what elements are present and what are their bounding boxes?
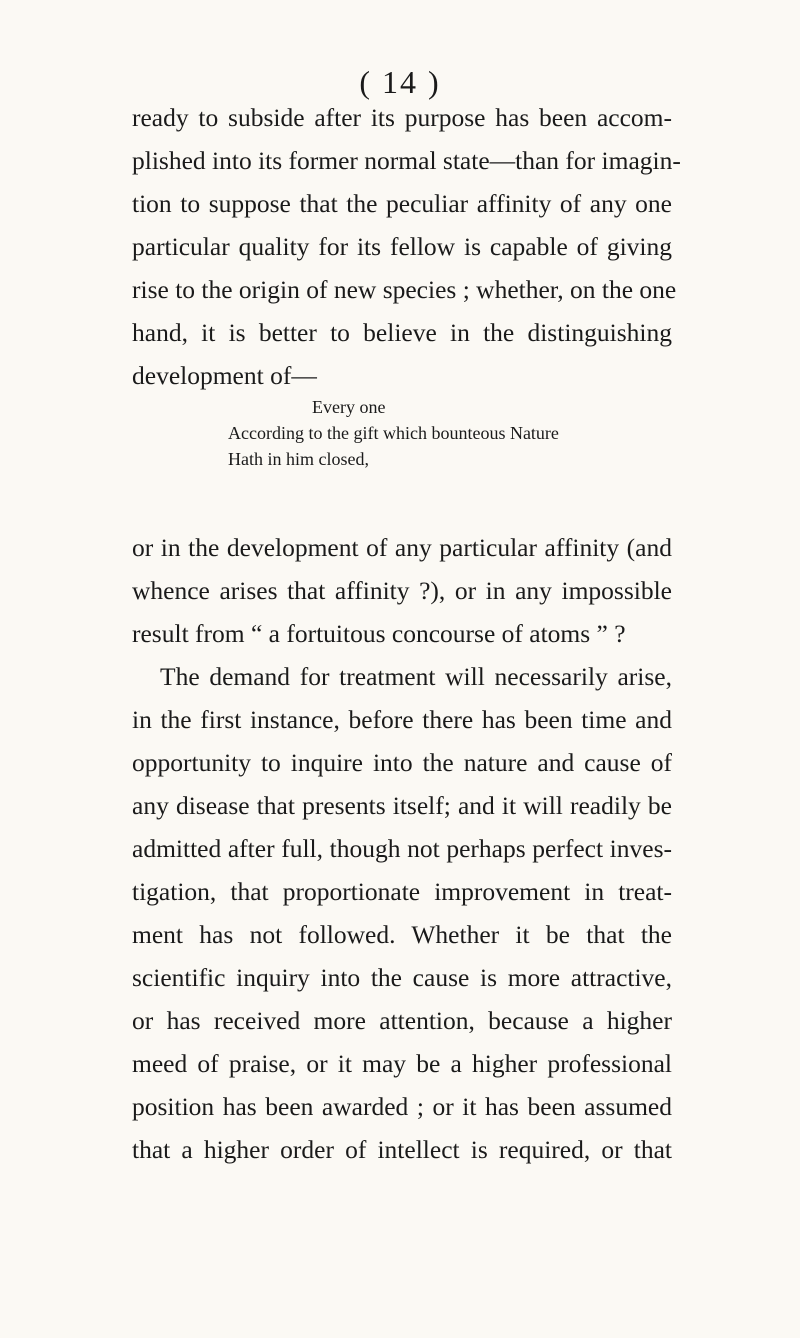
text-line: or in the development of any particular affinity (and: [132, 533, 672, 562]
text-line: admitted after full, though not perhaps perfect inves-: [132, 834, 672, 863]
text-line: opportunity to inquire into the nature and cause of: [132, 748, 672, 777]
text-line: ready to subside after its purpose has been accom-: [132, 103, 672, 132]
text-line: any disease that presents itself; and it will readily be: [132, 791, 672, 820]
text-line: plished into its former normal state—than for imagin-: [132, 146, 681, 175]
text-line: hand, it is better to believe in the distinguishing: [132, 318, 672, 347]
text-line: rise to the origin of new species ; whether, on the one: [132, 275, 677, 304]
text-line: tion to suppose that the peculiar affinity of any one: [132, 189, 672, 218]
paragraph-3: [132, 655, 672, 1171]
text-line: that a higher order of intellect is required, or that: [132, 1135, 672, 1164]
text-line: tigation, that proportionate improvement in treat-: [132, 877, 672, 906]
text-line: or has received more attention, because a higher: [132, 1006, 672, 1035]
verse-line: Hath in him closed,: [228, 449, 369, 469]
text-line: development of—: [132, 361, 317, 390]
page-number: ( 14 ): [359, 64, 441, 100]
text-line: result from “ a fortuitous concourse of atoms ” ?: [132, 619, 626, 648]
text-line: meed of praise, or it may be a higher professional: [132, 1049, 672, 1078]
paragraph-1: [132, 96, 681, 397]
text-line: particular quality for its fellow is capable of giving: [132, 232, 672, 261]
text-line: The demand for treatment will necessarily arise,: [160, 662, 672, 691]
text-line: scientific inquiry into the cause is more attractive,: [132, 963, 672, 992]
text-line: in the first instance, before there has been time and: [132, 705, 672, 734]
verse-line: Every one: [312, 397, 386, 417]
verse-quotation: [228, 394, 688, 472]
paragraph-2: [132, 526, 672, 655]
text-line: ment has not followed. Whether it be that the: [132, 920, 672, 949]
text-line: whence arises that affinity ?), or in any impossible: [132, 576, 672, 605]
verse-line: According to the gift which bounteous Nature: [228, 423, 559, 443]
text-line: position has been awarded ; or it has been assumed: [132, 1092, 672, 1121]
